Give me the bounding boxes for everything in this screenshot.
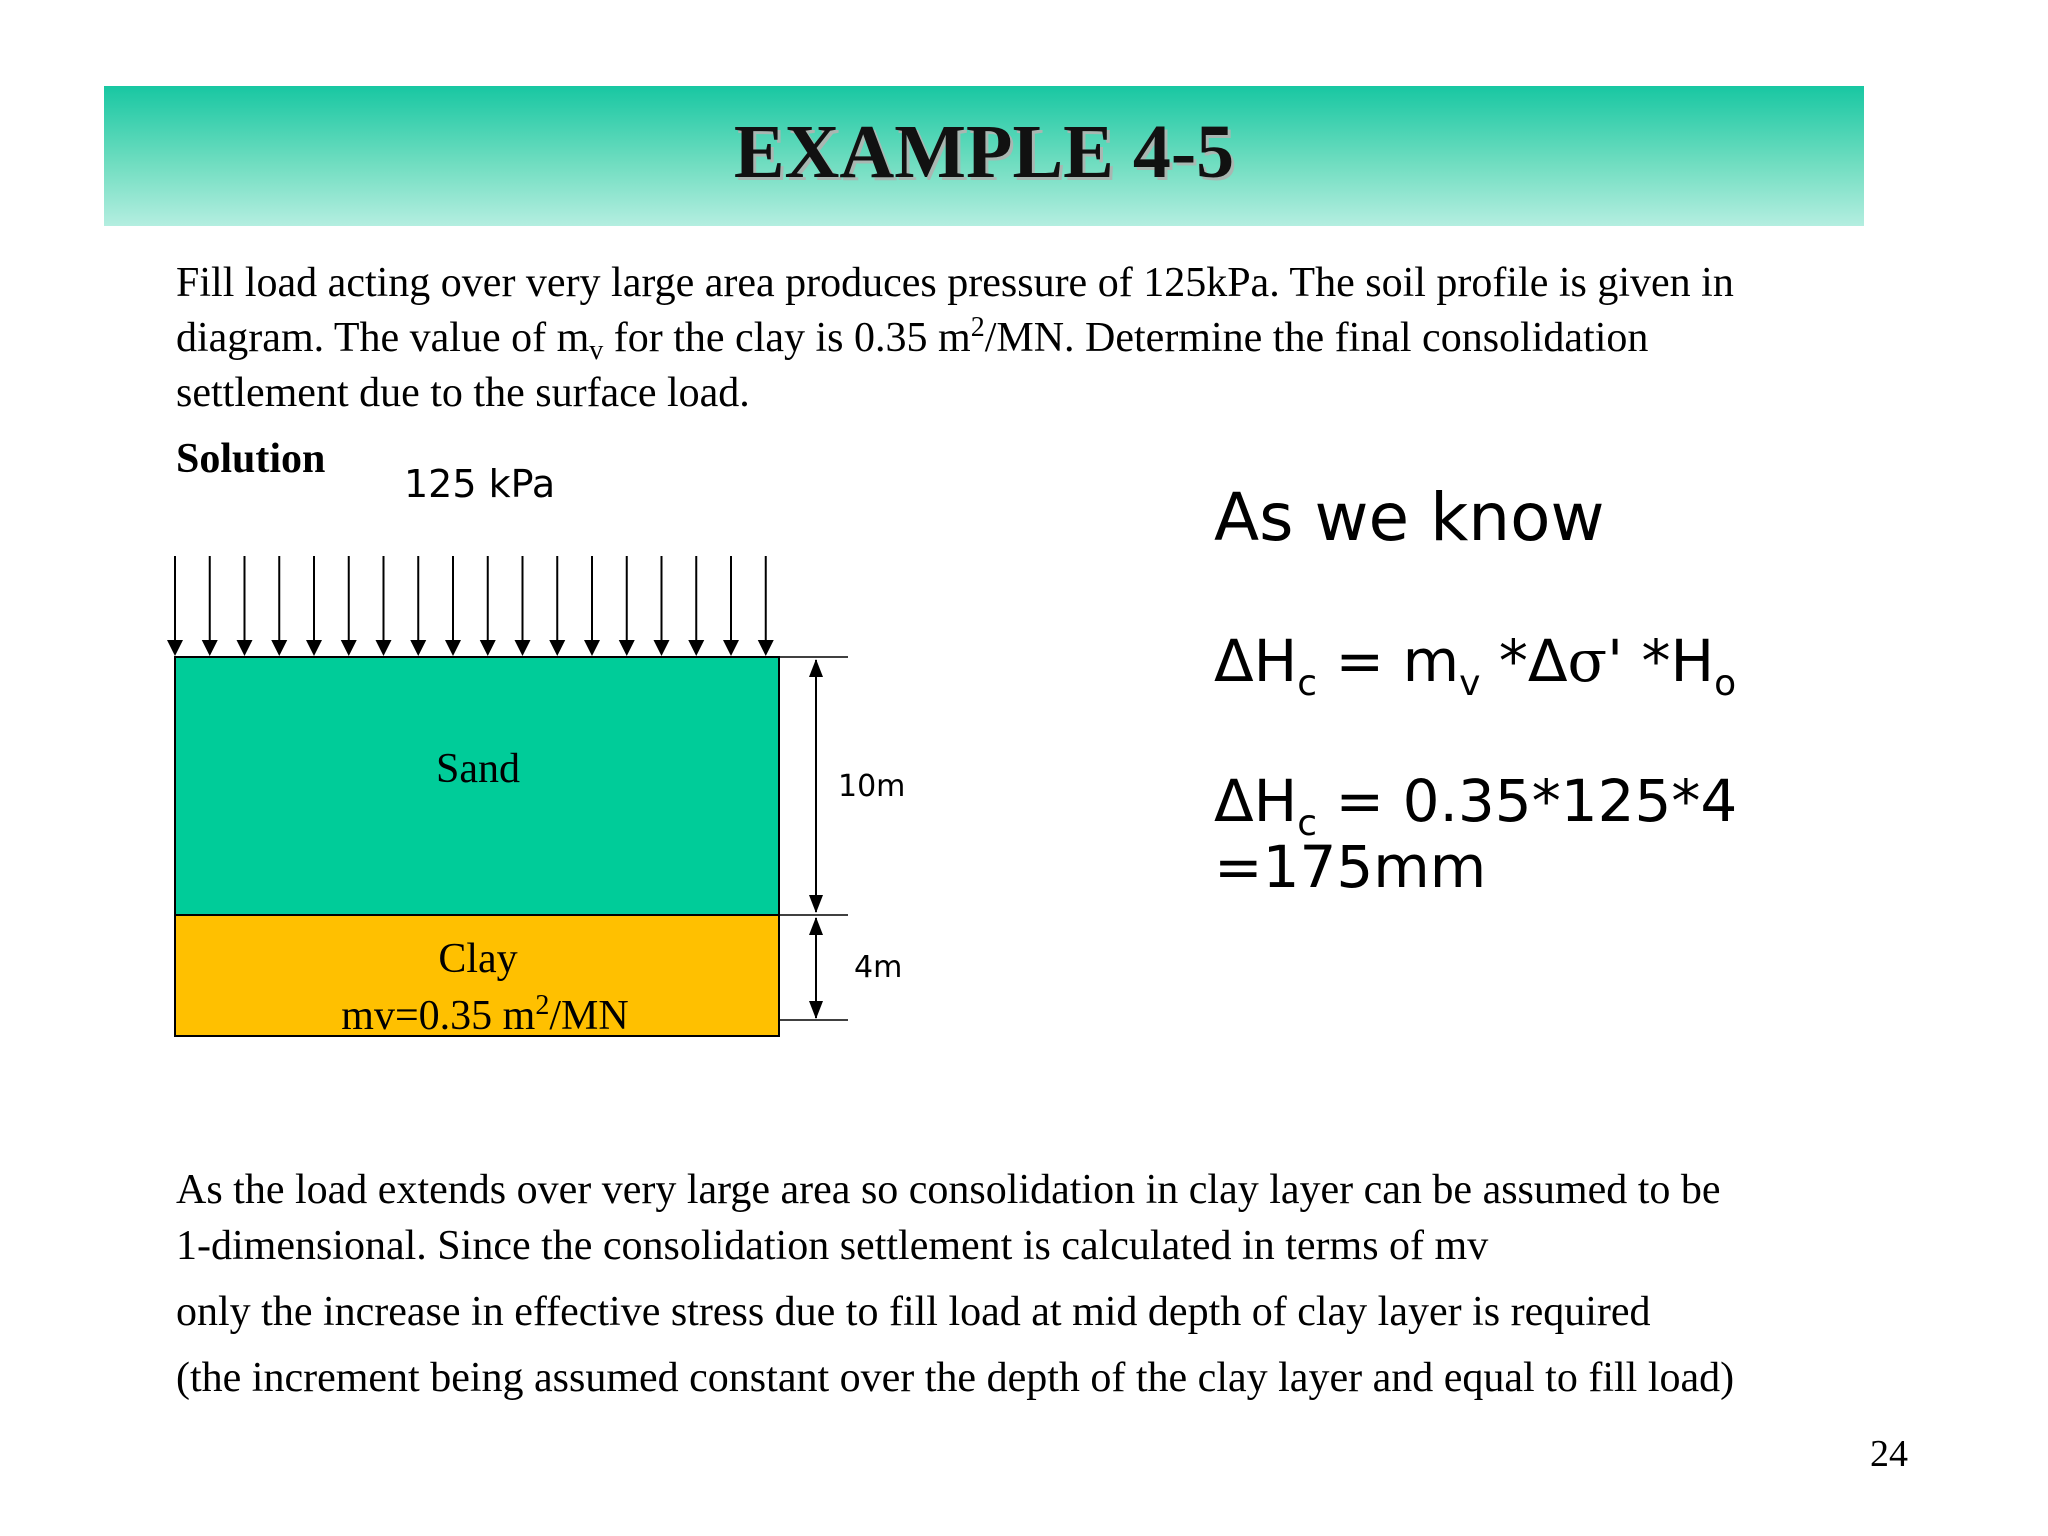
load-arrow-head bbox=[515, 640, 531, 656]
problem-text: diagram. The value of m bbox=[176, 315, 590, 361]
dimension-label-clay: 4m bbox=[854, 950, 903, 985]
subscript: v bbox=[589, 335, 604, 366]
load-arrow-head bbox=[306, 640, 322, 656]
page-number: 24 bbox=[1870, 1433, 1908, 1475]
load-arrow-head bbox=[237, 640, 253, 656]
load-arrow-head bbox=[271, 640, 287, 656]
load-arrow-head bbox=[410, 640, 426, 656]
load-arrow-head bbox=[549, 640, 565, 656]
superscript: 2 bbox=[535, 990, 550, 1021]
notes-line-4: (the increment being assumed constant over the depth of the clay layer and equal to fill load) bbox=[176, 1355, 1735, 1401]
formula-text: ' *H bbox=[1607, 627, 1715, 695]
load-arrow-head bbox=[654, 640, 670, 656]
superscript: 2 bbox=[970, 312, 985, 343]
load-arrow-head bbox=[341, 640, 357, 656]
load-arrow-head bbox=[445, 640, 461, 656]
clay-label: Clay bbox=[438, 936, 518, 982]
load-label: 125 kPa bbox=[404, 462, 556, 506]
formula-text: *Δ bbox=[1480, 627, 1568, 695]
dimension-arrowhead bbox=[809, 917, 823, 935]
notes-line-3: only the increase in effective stress due to fill load at mid depth of clay layer is required bbox=[176, 1289, 1651, 1335]
subscript: o bbox=[1714, 663, 1737, 704]
notes-line-1: As the load extends over very large area so consolidation in clay layer can be assumed to be bbox=[176, 1167, 1721, 1213]
dimension-arrowhead bbox=[809, 659, 823, 677]
formula-equation-2 bbox=[1214, 768, 1737, 900]
load-arrow-head bbox=[584, 640, 600, 656]
clay-mv-text: /MN bbox=[549, 993, 629, 1039]
formula-text: ΔH bbox=[1214, 767, 1298, 835]
formula-equation-1 bbox=[1214, 627, 1737, 704]
formula-result: =175mm bbox=[1214, 833, 1487, 901]
load-arrow-head bbox=[758, 640, 774, 656]
notes-line-2: 1-dimensional. Since the consolidation settlement is calculated in terms of mv bbox=[176, 1223, 1489, 1269]
load-arrow-head bbox=[376, 640, 392, 656]
clay-mv-label bbox=[341, 990, 628, 1039]
load-arrow-head bbox=[688, 640, 704, 656]
load-arrow-head bbox=[202, 640, 218, 656]
formula-line bbox=[1214, 767, 1738, 844]
problem-text: /MN. Determine the final consolidation bbox=[984, 315, 1649, 361]
sigma-symbol: σ bbox=[1567, 627, 1608, 695]
problem-text: for the clay is 0.35 m bbox=[603, 315, 971, 361]
load-arrow-head bbox=[723, 640, 739, 656]
formula-heading: As we know bbox=[1214, 479, 1605, 556]
load-arrows bbox=[167, 556, 774, 656]
formula-text: ΔH bbox=[1214, 627, 1298, 695]
subscript: c bbox=[1297, 803, 1318, 844]
sand-label: Sand bbox=[436, 746, 520, 792]
problem-line-1: Fill load acting over very large area produces pressure of 125kPa. The soil profile is given in bbox=[176, 260, 1734, 306]
dimension-arrowhead bbox=[809, 895, 823, 913]
load-arrow-head bbox=[167, 640, 183, 656]
notes-block bbox=[176, 1162, 1734, 1406]
load-arrow-head bbox=[619, 640, 635, 656]
slide-title: EXAMPLE 4-5 bbox=[733, 110, 1235, 194]
dimension-arrowhead bbox=[809, 1001, 823, 1019]
subscript: c bbox=[1297, 663, 1318, 704]
load-arrow-head bbox=[480, 640, 496, 656]
problem-line-3: settlement due to the surface load. bbox=[176, 370, 750, 416]
formula-text: = 0.35*125*4 bbox=[1317, 767, 1738, 835]
dimension-label-sand: 10m bbox=[838, 769, 906, 804]
formula-text: = m bbox=[1317, 627, 1460, 695]
subscript: v bbox=[1459, 663, 1481, 704]
solution-label: Solution bbox=[176, 436, 326, 482]
clay-mv-text: mv=0.35 m bbox=[341, 993, 536, 1039]
